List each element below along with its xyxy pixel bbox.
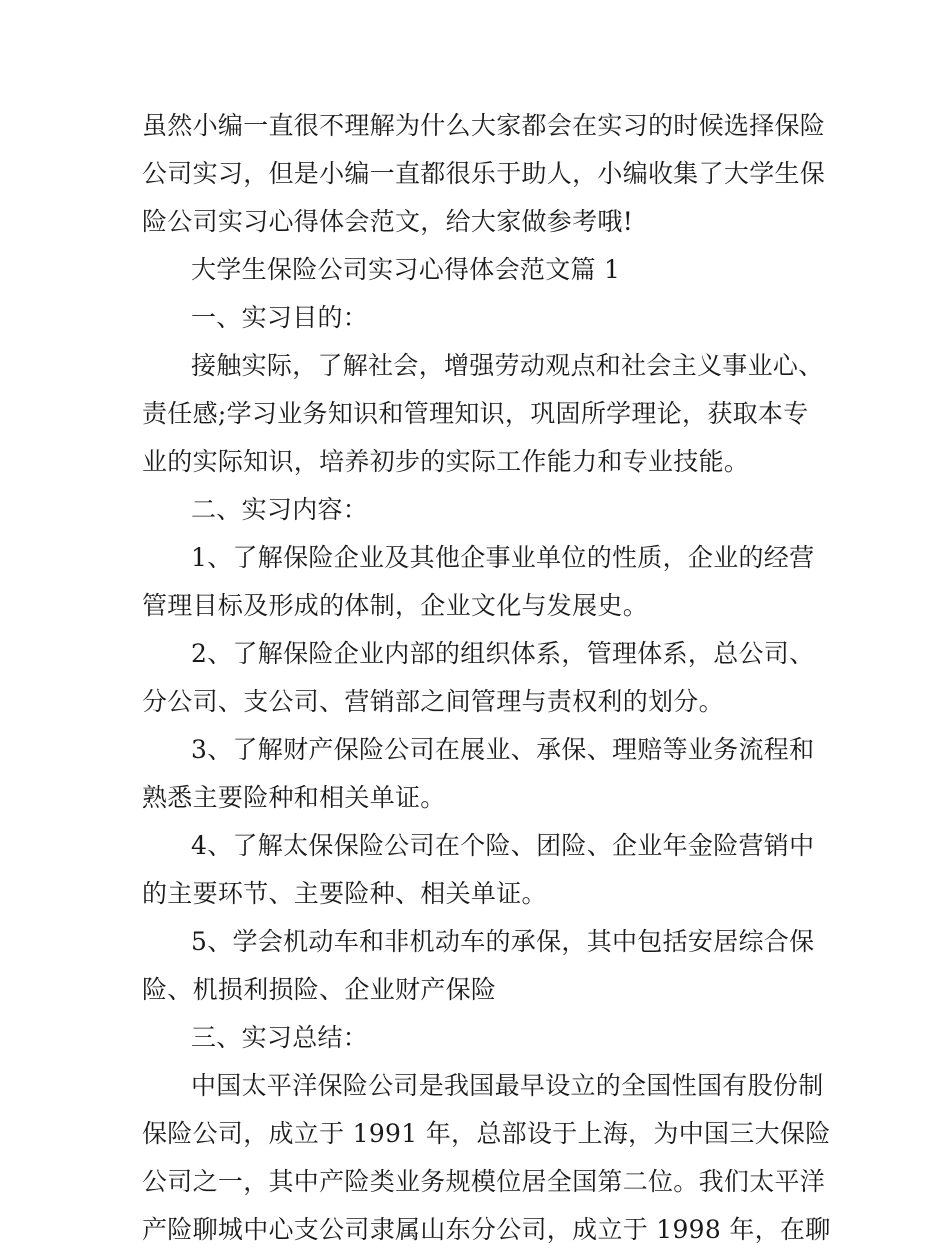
text-line: 的主要环节、主要险种、相关单证。: [142, 879, 547, 908]
text-line: 险、机损利损险、企业财产保险: [142, 975, 497, 1004]
section-heading: 二、实习内容：: [191, 495, 369, 524]
text-line: 保险公司，成立于 1991 年，总部设于上海，为中国三大保险: [142, 1119, 831, 1148]
text-line: 接触实际，了解社会，增强劳动观点和社会主义事业心、: [191, 351, 824, 380]
text-line: 熟悉主要险种和相关单证。: [142, 783, 446, 812]
list-item: 3、了解财产保险公司在展业、承保、理赔等业务流程和: [191, 735, 815, 764]
list-item: 1、了解保险企业及其他企事业单位的性质，企业的经营: [191, 543, 815, 572]
text-line: 险公司实习心得体会范文，给大家做参考哦!: [142, 207, 634, 236]
list-item: 4、了解太保保险公司在个险、团险、企业年金险营销中: [191, 831, 815, 860]
text-line: 公司实习，但是小编一直都很乐于助人，小编收集了大学生保: [142, 159, 826, 188]
text-line: 分公司、支公司、营销部之间管理与责权利的划分。: [142, 687, 724, 716]
text-line: 责任感;学习业务知识和管理知识，巩固所学理论，获取本专: [142, 399, 809, 428]
section-heading: 三、实习总结：: [191, 1023, 369, 1052]
article-title: 大学生保险公司实习心得体会范文篇 1: [191, 255, 621, 284]
section-heading: 一、实习目的：: [191, 303, 369, 332]
text-line: 管理目标及形成的体制，企业文化与发展史。: [142, 591, 649, 620]
text-line: 产险聊城中心支公司隶属山东分公司，成立于 1998 年，在聊: [142, 1215, 831, 1244]
list-item: 5、学会机动车和非机动车的承保，其中包括安居综合保: [191, 927, 815, 956]
text-line: 虽然小编一直很不理解为什么大家都会在实习的时候选择保险: [142, 111, 826, 140]
list-item: 2、了解保险企业内部的组织体系，管理体系，总公司、: [191, 639, 815, 668]
document-body: [142, 102, 831, 1254]
text-line: 业的实际知识，培养初步的实际工作能力和专业技能。: [142, 447, 750, 476]
text-line: 中国太平洋保险公司是我国最早设立的全国性国有股份制: [191, 1071, 824, 1100]
text-line: 公司之一，其中产险类业务规模位居全国第二位。我们太平洋: [142, 1167, 826, 1196]
